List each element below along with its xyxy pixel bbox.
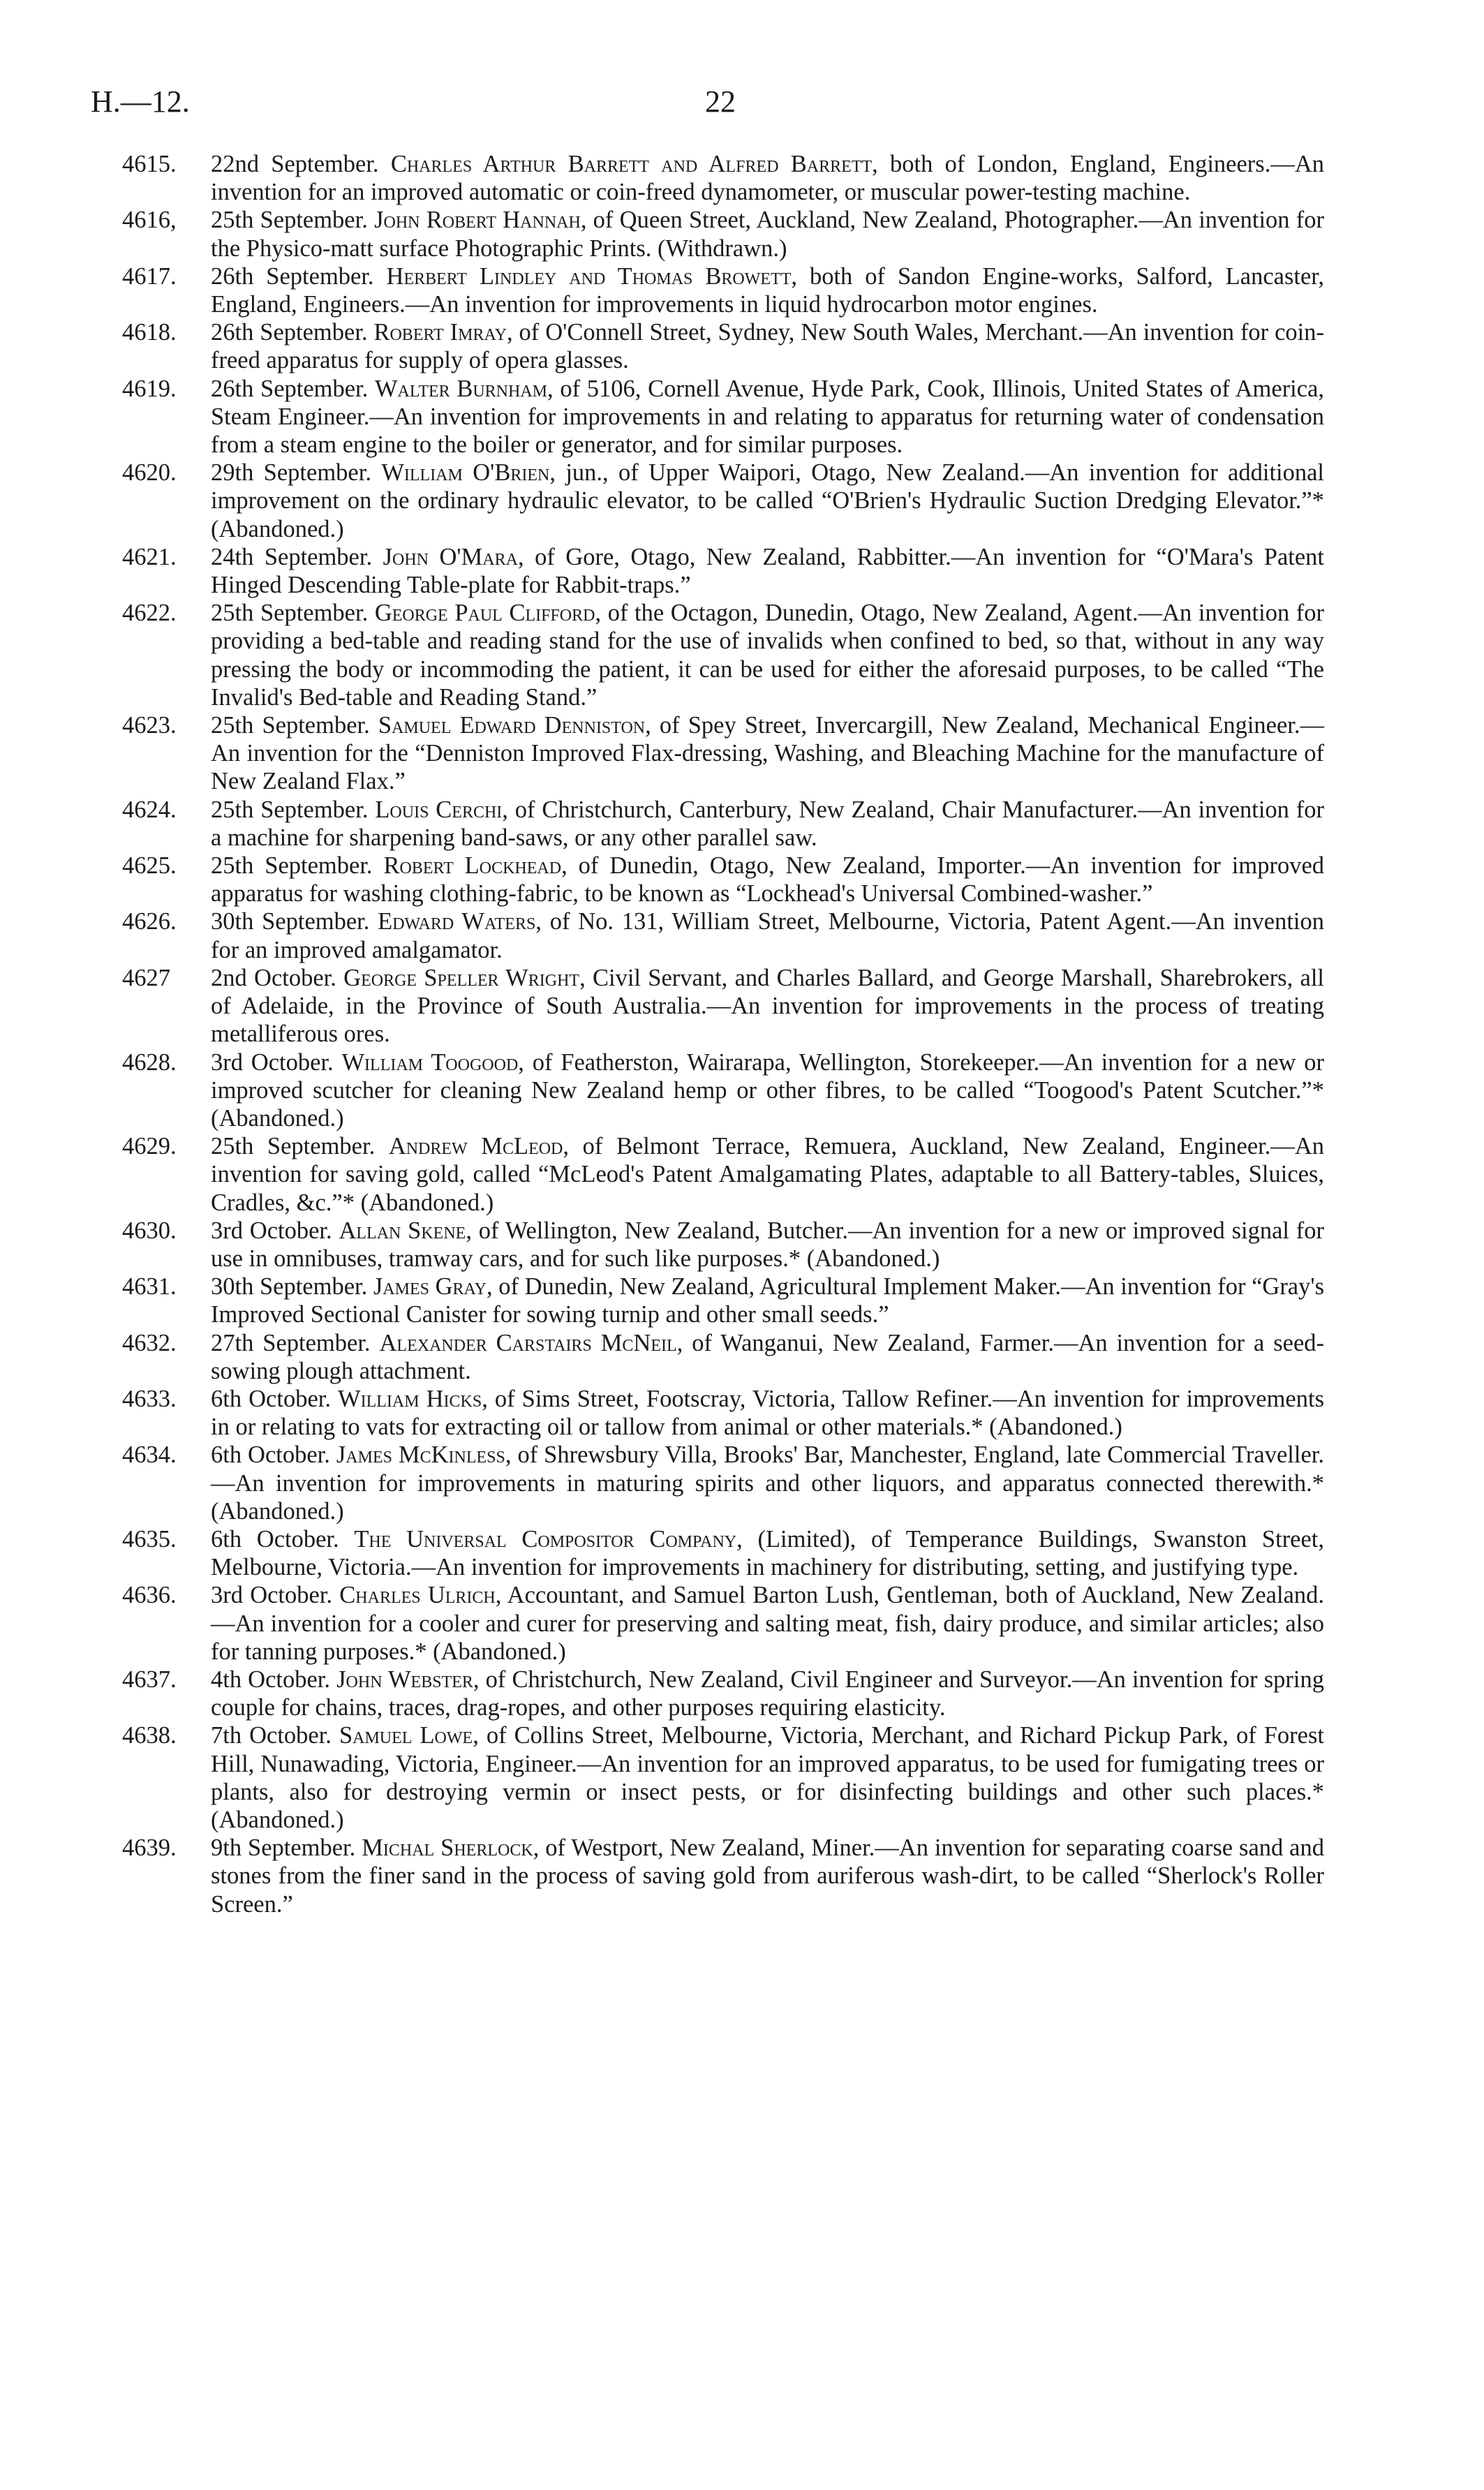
entry-description: , of Shrewsbury Villa, Brooks' Bar, Manchester, England, late Commercial Traveller.—An invention for improvements in maturing spirits and other liquors, and apparatus connected therewith.* (Abandoned.) (211, 1442, 1324, 1525)
entry-date: 22nd September. (211, 151, 379, 177)
entry-number: 4637. (122, 1666, 177, 1693)
entry-description: , of Spey Street, Invercargill, New Zealand, Mechanical Engineer.—An invention for the “Denniston Improved Flax-dressing, Washing, and Bleaching Machine for the manufacture of New Zealand Flax.” (211, 712, 1324, 795)
patent-entry (122, 711, 1324, 796)
entry-applicant-names: Louis Cerchi (375, 796, 503, 823)
entry-number: 4622. (122, 600, 177, 627)
entry-date: 26th September. (211, 375, 369, 402)
entry-applicant-names: George Speller Wright (343, 964, 580, 991)
entry-number: 4630. (122, 1217, 177, 1244)
entry-date: 3rd October. (211, 1582, 333, 1609)
entry-number: 4619. (122, 375, 177, 402)
entry-number: 4635. (122, 1525, 177, 1552)
patent-entry (122, 206, 1324, 262)
entry-date: 2nd October. (211, 964, 336, 991)
entry-date: 26th September. (211, 319, 368, 346)
entry-date: 30th September. (211, 1273, 368, 1300)
patent-entry (122, 1834, 1324, 1918)
entry-description: , of Sims Street, Footscray, Victoria, Tallow Refiner.—An invention for improvements in or relating to vats for extracting oil or tallow from animal or other materials.* (Abandoned.) (211, 1385, 1325, 1441)
entry-description: , of Dunedin, Otago, New Zealand, Importer.—An invention for improved apparatus for washing clothing-fabric, to be known as “Lockhead's Universal Combined-washer.” (211, 852, 1325, 907)
entry-date: 25th September. (211, 712, 370, 739)
entry-number: 4636. (122, 1582, 177, 1609)
patent-entry (122, 1329, 1324, 1385)
patent-entry (122, 852, 1324, 907)
entry-date: 27th September. (211, 1329, 371, 1356)
patent-entry (122, 796, 1324, 852)
entry-description: , of Wanganui, New Zealand, Farmer.—An invention for a seed-sowing plough attachment. (211, 1329, 1325, 1384)
entry-number: 4639. (122, 1835, 177, 1862)
patent-entry (122, 262, 1324, 318)
patent-entry (122, 1217, 1324, 1273)
patent-entry (122, 599, 1324, 711)
patent-entry (122, 1721, 1324, 1834)
entry-description: , Accountant, and Samuel Barton Lush, Gentleman, both of Auckland, New Zealand.—An invention for a cooler and curer for preserving and salting meat, fish, dairy produce, and similar articles; also for tanning purposes.* (Abandoned.) (211, 1582, 1325, 1665)
entry-applicant-names: Herbert Lindley and Thomas Browett (386, 262, 792, 290)
entry-applicant-names: John O'Mara (383, 543, 518, 570)
entry-applicant-names: Alexander Carstairs McNeil (379, 1329, 677, 1356)
entry-date: 25th September. (211, 207, 368, 234)
entry-description: , of 5106, Cornell Avenue, Hyde Park, Cook, Illinois, United States of America, Steam Engineer.—An invention for improvements in and relating to apparatus for returning water of condensation from a steam engine to the boiler or generator, and for similar purposes. (211, 375, 1325, 459)
entry-description: , both of London, England, Engineers.—An invention for an improved automatic or coin-freed dynamometer, or muscular power-testing machine. (211, 151, 1324, 206)
entry-date: 9th September. (211, 1835, 356, 1862)
entry-applicant-names: William Toogood (341, 1048, 519, 1076)
entry-number: 4621. (122, 543, 177, 570)
entry-date: 25th September. (211, 600, 369, 627)
patent-entry (122, 1441, 1324, 1525)
entry-applicant-names: Robert Imray (373, 319, 507, 346)
patent-entry (122, 150, 1324, 206)
entry-applicant-names: Michal Sherlock (362, 1835, 533, 1862)
entry-number: 4623. (122, 712, 177, 739)
entry-description: , of No. 131, William Street, Melbourne, Victoria, Patent Agent.—An invention for an improved amalgamator. (211, 908, 1324, 963)
entry-description: , of Wellington, New Zealand, Butcher.—An invention for a new or improved signal for use in omnibuses, tramway cars, and for such like purposes.* (Abandoned.) (211, 1217, 1325, 1272)
page-header (91, 84, 1389, 133)
entry-applicant-names: Robert Lockhead (383, 852, 562, 880)
entry-date: 25th September. (211, 796, 369, 823)
entry-date: 4th October. (211, 1666, 331, 1693)
entry-applicant-names: John Webster (336, 1666, 473, 1693)
entry-applicant-names: Charles Ulrich (339, 1582, 496, 1609)
entry-applicant-names: James McKinless (336, 1442, 505, 1469)
entry-applicant-names: Charles Arthur Barrett and Alfred Barrett (390, 151, 873, 177)
entry-date: 3rd October. (211, 1048, 334, 1076)
entry-description: , Civil Servant, and Charles Ballard, and George Marshall, Sharebrokers, all of Adelaide, in the Province of South Australia.—An invention for improvements in the process of treating metalliferous ores. (211, 964, 1324, 1048)
entry-number: 4628. (122, 1048, 177, 1076)
entry-description: , of Featherston, Wairarapa, Wellington, Storekeeper.—An invention for a new or improved scutcher for cleaning New Zealand hemp or other fibres, to be called “Toogood's Patent Scutcher.”* (Abandoned.) (211, 1048, 1325, 1132)
entry-applicant-names: Walter Burnham (374, 375, 548, 402)
entry-date: 7th October. (211, 1722, 332, 1749)
patent-entries-list (122, 150, 1324, 1918)
entry-date: 29th September. (211, 459, 371, 487)
entry-description: , of Dunedin, New Zealand, Agricultural Implement Maker.—An invention for “Gray's Improved Sectional Canister for sowing turnip and other small seeds.” (211, 1273, 1325, 1328)
entry-description: , of Gore, Otago, New Zealand, Rabbitter.—An invention for “O'Mara's Patent Hinged Descending Table-plate for Rabbit-traps.” (211, 543, 1325, 599)
patent-entry (122, 1666, 1324, 1721)
patent-entry (122, 1385, 1324, 1441)
patent-entry (122, 1048, 1324, 1133)
entry-description: , of Collins Street, Melbourne, Victoria, Merchant, and Richard Pickup Park, of Forest Hill, Nunawading, Victoria, Engineer.—An invention for an improved apparatus, to be used for fumigating trees or plants, also for destroying vermin or insect pests, or for disinfecting buildings and other such places.* (Abandoned.) (211, 1722, 1324, 1833)
entry-number: 4627 (122, 964, 170, 991)
entry-description: , of Westport, New Zealand, Miner.—An invention for separating coarse sand and stones from the finer sand in the process of saving gold from auriferous wash-dirt, to be called “Sherlock's Roller Screen.” (211, 1835, 1324, 1918)
entry-description: , jun., of Upper Waipori, Otago, New Zealand.—An invention for additional improvement on the ordinary hydraulic elevator, to be called “O'Brien's Hydraulic Suction Dredging Elevator.”* (Abandoned.) (211, 459, 1325, 542)
entry-number: 4626. (122, 908, 177, 935)
entry-number: 4615. (122, 151, 177, 177)
entry-description: , of Christchurch, Canterbury, New Zealand, Chair Manufacturer.—An invention for a machine for sharpening band-saws, or any other parallel saw. (211, 796, 1325, 851)
patent-entry (122, 964, 1324, 1048)
entry-applicant-names: John Robert Hannah (374, 207, 581, 234)
entry-date: 6th October. (211, 1442, 330, 1469)
entry-description: , of the Octagon, Dunedin, Otago, New Zealand, Agent.—An invention for providing a bed-table and reading stand for the use of invalids when confined to bed, so that, without in any way pressing the body or incommoding the patient, it can be used for either the aforesaid purposes, to be called “The Invalid's Bed-table and Reading Stand.” (211, 600, 1325, 711)
patent-entry (122, 1581, 1324, 1666)
entry-applicant-names: Samuel Edward Denniston (378, 712, 646, 739)
entry-date: 24th September. (211, 543, 373, 570)
entry-number: 4624. (122, 796, 177, 823)
entry-number: 4634. (122, 1442, 177, 1469)
entry-applicant-names: Samuel Lowe (339, 1722, 473, 1749)
entry-applicant-names: James Gray (373, 1273, 487, 1300)
entry-number: 4617. (122, 262, 177, 290)
entry-description: , (Limited), of Temperance Buildings, Swanston Street, Melbourne, Victoria.—An invention for improvements in machinery for distributing, setting, and justifying type. (211, 1525, 1325, 1581)
entry-date: 6th October. (211, 1385, 331, 1412)
patent-entry (122, 1525, 1324, 1581)
entry-applicant-names: William Hicks (338, 1385, 482, 1412)
entry-applicant-names: Allan Skene (339, 1217, 466, 1244)
entry-date: 30th September. (211, 908, 370, 935)
entry-applicant-names: The Universal Compositor Company (354, 1525, 737, 1552)
patent-entry (122, 543, 1324, 599)
patent-entry (122, 318, 1324, 374)
patent-entry (122, 459, 1324, 543)
entry-applicant-names: Edward Waters (378, 908, 536, 935)
patent-entry (122, 1132, 1324, 1217)
page-number: 22 (705, 84, 736, 119)
entry-date: 26th September. (211, 262, 374, 290)
entry-number: 4620. (122, 459, 177, 487)
entry-date: 3rd October. (211, 1217, 332, 1244)
entry-number: 4633. (122, 1385, 177, 1412)
entry-description: , of O'Connell Street, Sydney, New South Wales, Merchant.—An invention for coin-freed apparatus for supply of opera glasses. (211, 319, 1324, 374)
entry-description: , of Queen Street, Auckland, New Zealand, Photographer.—An invention for the Physico-matt surface Photographic Prints. (Withdrawn.) (211, 207, 1324, 262)
entry-number: 4618. (122, 319, 177, 346)
patent-entry (122, 1273, 1324, 1328)
entry-date: 25th September. (211, 852, 373, 880)
entry-applicant-names: George Paul Clifford (374, 600, 595, 627)
entry-number: 4632. (122, 1329, 177, 1356)
entry-date: 6th October. (211, 1525, 339, 1552)
entry-applicant-names: William O'Brien (381, 459, 550, 487)
entry-number: 4616, (122, 207, 177, 234)
entry-number: 4631. (122, 1273, 177, 1300)
entry-applicant-names: Andrew McLeod (388, 1133, 563, 1160)
entry-number: 4629. (122, 1133, 177, 1160)
entry-description: , of Belmont Terrace, Remuera, Auckland, New Zealand, Engineer.—An invention for saving gold, called “McLeod's Patent Amalgamating Plates, adaptable to all Battery-tables, Sluices, Cradles, &c.”* (Abandoned.) (211, 1133, 1325, 1216)
entry-date: 25th September. (211, 1133, 376, 1160)
patent-entry (122, 907, 1324, 963)
parliamentary-paper-ref: H.—12. (91, 84, 190, 119)
entry-description: , both of Sandon Engine-works, Salford, Lancaster, England, Engineers.—An invention for improvements in liquid hydrocarbon motor engines. (211, 262, 1325, 318)
entry-number: 4625. (122, 852, 177, 880)
entry-description: , of Christchurch, New Zealand, Civil Engineer and Surveyor.—An invention for spring couple for chains, traces, drag-ropes, and other purposes requiring elasticity. (211, 1666, 1324, 1721)
patent-entry (122, 375, 1324, 459)
entry-number: 4638. (122, 1722, 177, 1749)
